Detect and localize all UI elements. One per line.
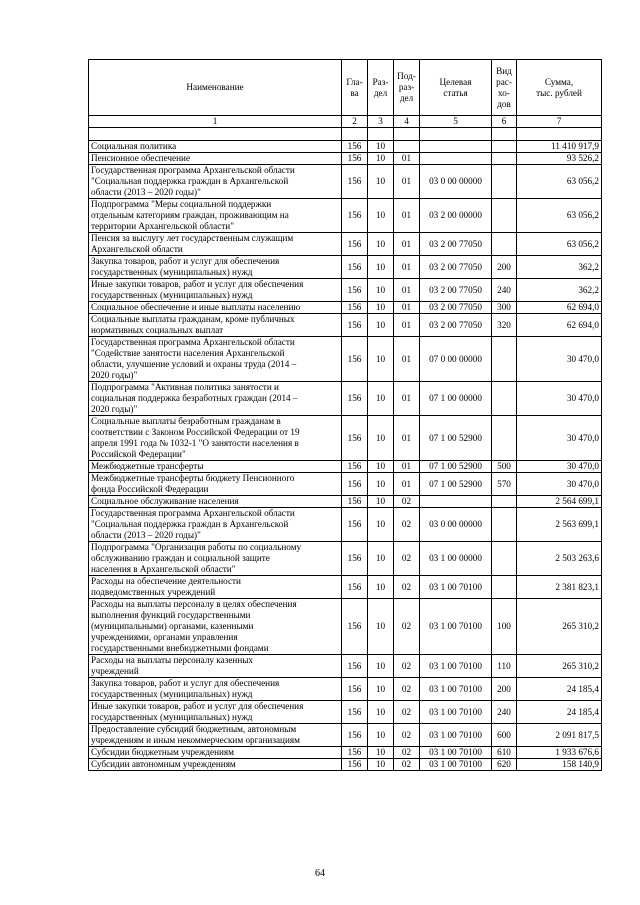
cell-amount: 2 503 263,6 (517, 542, 602, 576)
cell-subsection: 02 (394, 655, 420, 678)
cell-chapter: 156 (342, 165, 368, 199)
cell-name: Социальное обслуживание населения (89, 496, 342, 508)
cell-amount: 24 185,4 (517, 678, 602, 701)
header-expense-type: Вид рас- хо- дов (492, 60, 517, 116)
cell-name: Иные закупки товаров, работ и услуг для обеспечения государственных (муниципальных) нужд (89, 701, 342, 724)
header-chapter: Гла- ва (342, 60, 368, 116)
cell-name: Пенсионное обеспечение (89, 153, 342, 165)
table-row (89, 655, 602, 678)
cell-target-article: 03 1 00 70100 (420, 678, 492, 701)
cell-section: 10 (368, 233, 394, 256)
cell-target-article: 03 1 00 70100 (420, 724, 492, 747)
cell-target-article: 03 1 00 00000 (420, 542, 492, 576)
cell-expense-type (492, 542, 517, 576)
cell-subsection: 01 (394, 302, 420, 314)
cell-subsection: 02 (394, 508, 420, 542)
cell-chapter: 156 (342, 759, 368, 771)
cell-name: Пенсия за выслугу лет государственным служащим Архангельской области (89, 233, 342, 256)
cell-target-article: 07 1 00 00000 (420, 382, 492, 416)
cell-chapter: 156 (342, 279, 368, 302)
cell-section: 10 (368, 165, 394, 199)
cell-expense-type (492, 508, 517, 542)
cell-name: Межбюджетные трансферты бюджету Пенсионного фонда Российской Федерации (89, 473, 342, 496)
cell-name: Подпрограмма "Активная политика занятости и социальная поддержка безработных граждан (2014 – 2020 годы)" (89, 382, 342, 416)
cell-subsection: 01 (394, 314, 420, 337)
cell-chapter: 156 (342, 141, 368, 153)
cell-subsection: 01 (394, 256, 420, 279)
cell-section: 10 (368, 701, 394, 724)
table-row (89, 461, 602, 473)
cell-target-article: 03 1 00 70100 (420, 576, 492, 599)
cell-chapter: 156 (342, 233, 368, 256)
cell-name: Расходы на выплаты персоналу в целях обеспечения выполнения функций государственными (муниципальными) органами, казенными учреждениями, органами управления государственными внебюджетными фондами (89, 599, 342, 655)
table-row (89, 279, 602, 302)
cell-expense-type: 240 (492, 701, 517, 724)
cell-section: 10 (368, 542, 394, 576)
table-row (89, 382, 602, 416)
cell-section: 10 (368, 337, 394, 382)
cell-amount: 11 410 917,9 (517, 141, 602, 153)
cell-expense-type: 110 (492, 655, 517, 678)
cell-amount: 63 056,2 (517, 199, 602, 233)
cell-amount: 30 470,0 (517, 416, 602, 461)
cell-expense-type (492, 153, 517, 165)
cell-section: 10 (368, 199, 394, 233)
cell-name: Расходы на обеспечение деятельности подведомственных учреждений (89, 576, 342, 599)
cell-name: Социальные выплаты безработным гражданам в соответствии с Законом Российской Федерации от 19 апреля 1991 года № 1032-1 "О занятости населения в Российской Федерации" (89, 416, 342, 461)
cell-amount: 362,2 (517, 279, 602, 302)
header-target-article: Целевая статья (420, 60, 492, 116)
cell-expense-type (492, 416, 517, 461)
cell-expense-type: 570 (492, 473, 517, 496)
cell-expense-type (492, 337, 517, 382)
cell-subsection: 01 (394, 153, 420, 165)
cell-target-article: 03 0 00 00000 (420, 508, 492, 542)
cell-name: Государственная программа Архангельской области "Социальная поддержка граждан в Архангельской области (2013 – 2020 годы)" (89, 508, 342, 542)
cell-chapter: 156 (342, 678, 368, 701)
cell-name: Подпрограмма "Организация работы по социальному обслуживанию граждан и социальной защите населения в Архангельской области" (89, 542, 342, 576)
cell-chapter: 156 (342, 382, 368, 416)
column-number-row (89, 116, 602, 128)
cell-section: 10 (368, 416, 394, 461)
cell-amount: 63 056,2 (517, 233, 602, 256)
header-name: Наименование (89, 60, 342, 116)
cell-name: Предоставление субсидий бюджетным, автономным учреждениям и иным некоммерческим организациям (89, 724, 342, 747)
cell-amount: 30 470,0 (517, 473, 602, 496)
cell-chapter: 156 (342, 576, 368, 599)
cell-target-article: 03 1 00 70100 (420, 655, 492, 678)
cell-amount: 24 185,4 (517, 701, 602, 724)
cell-chapter: 156 (342, 599, 368, 655)
cell-chapter: 156 (342, 256, 368, 279)
table-row (89, 314, 602, 337)
cell-subsection: 02 (394, 701, 420, 724)
cell-target-article: 03 1 00 70100 (420, 759, 492, 771)
blank-row (89, 128, 602, 141)
column-number: 6 (492, 116, 517, 128)
cell-chapter: 156 (342, 337, 368, 382)
table-row (89, 678, 602, 701)
cell-subsection: 02 (394, 678, 420, 701)
header-subsection: Под- раз- дел (394, 60, 420, 116)
budget-table (88, 59, 602, 771)
table-row (89, 416, 602, 461)
cell-subsection: 02 (394, 576, 420, 599)
cell-target-article: 03 1 00 70100 (420, 747, 492, 759)
cell-name: Социальные выплаты гражданам, кроме публичных нормативных социальных выплат (89, 314, 342, 337)
cell-subsection: 01 (394, 337, 420, 382)
cell-amount: 265 310,2 (517, 599, 602, 655)
column-number: 2 (342, 116, 368, 128)
cell-target-article (420, 153, 492, 165)
cell-name: Подпрограмма "Меры социальной поддержки отдельным категориям граждан, проживающим на территории Архангельской области" (89, 199, 342, 233)
cell-subsection: 01 (394, 233, 420, 256)
table-row (89, 153, 602, 165)
cell-name: Субсидии автономным учреждениям (89, 759, 342, 771)
column-number: 1 (89, 116, 342, 128)
cell-target-article: 03 2 00 77050 (420, 314, 492, 337)
cell-chapter: 156 (342, 473, 368, 496)
cell-amount: 62 694,0 (517, 302, 602, 314)
cell-name: Государственная программа Архангельской области "Социальная поддержка граждан в Архангельской области (2013 – 2020 годы)" (89, 165, 342, 199)
cell-subsection (394, 141, 420, 153)
cell-amount: 2 381 823,1 (517, 576, 602, 599)
cell-expense-type (492, 233, 517, 256)
cell-amount: 30 470,0 (517, 382, 602, 416)
cell-target-article: 07 1 00 52900 (420, 416, 492, 461)
cell-section: 10 (368, 279, 394, 302)
header-section: Раз- дел (368, 60, 394, 116)
cell-amount: 362,2 (517, 256, 602, 279)
cell-expense-type (492, 141, 517, 153)
cell-chapter: 156 (342, 508, 368, 542)
cell-expense-type (492, 576, 517, 599)
cell-target-article (420, 496, 492, 508)
cell-subsection: 02 (394, 542, 420, 576)
cell-subsection: 01 (394, 279, 420, 302)
cell-subsection: 01 (394, 461, 420, 473)
table-row (89, 302, 602, 314)
cell-section: 10 (368, 599, 394, 655)
cell-chapter: 156 (342, 461, 368, 473)
cell-target-article: 03 2 00 77050 (420, 279, 492, 302)
cell-target-article: 07 0 00 00000 (420, 337, 492, 382)
cell-section: 10 (368, 302, 394, 314)
cell-name: Социальное обеспечение и иные выплаты населению (89, 302, 342, 314)
cell-section: 10 (368, 747, 394, 759)
cell-name: Межбюджетные трансферты (89, 461, 342, 473)
table-row (89, 542, 602, 576)
cell-subsection: 02 (394, 747, 420, 759)
cell-chapter: 156 (342, 416, 368, 461)
cell-target-article (420, 141, 492, 153)
table-row (89, 747, 602, 759)
header-amount: Сумма, тыс. рублей (517, 60, 602, 116)
cell-amount: 2 563 699,1 (517, 508, 602, 542)
cell-target-article: 03 2 00 00000 (420, 199, 492, 233)
cell-chapter: 156 (342, 701, 368, 724)
cell-section: 10 (368, 724, 394, 747)
cell-expense-type: 200 (492, 678, 517, 701)
cell-subsection: 02 (394, 496, 420, 508)
cell-section: 10 (368, 759, 394, 771)
cell-chapter: 156 (342, 314, 368, 337)
cell-expense-type (492, 199, 517, 233)
cell-expense-type: 600 (492, 724, 517, 747)
cell-chapter: 156 (342, 496, 368, 508)
table-row (89, 724, 602, 747)
cell-expense-type: 620 (492, 759, 517, 771)
table-row (89, 233, 602, 256)
cell-expense-type: 240 (492, 279, 517, 302)
cell-section: 10 (368, 496, 394, 508)
cell-subsection: 02 (394, 724, 420, 747)
cell-expense-type (492, 496, 517, 508)
table-row (89, 199, 602, 233)
cell-target-article: 03 0 00 00000 (420, 165, 492, 199)
cell-chapter: 156 (342, 724, 368, 747)
cell-section: 10 (368, 141, 394, 153)
cell-expense-type: 200 (492, 256, 517, 279)
table-row (89, 473, 602, 496)
cell-target-article: 03 1 00 70100 (420, 599, 492, 655)
header-row (89, 60, 602, 116)
cell-section: 10 (368, 314, 394, 337)
table-row (89, 576, 602, 599)
cell-section: 10 (368, 256, 394, 279)
table-row (89, 496, 602, 508)
cell-target-article: 03 1 00 70100 (420, 701, 492, 724)
column-number: 7 (517, 116, 602, 128)
column-number: 3 (368, 116, 394, 128)
cell-amount: 30 470,0 (517, 337, 602, 382)
cell-name: Иные закупки товаров, работ и услуг для обеспечения государственных (муниципальных) нужд (89, 279, 342, 302)
cell-chapter: 156 (342, 542, 368, 576)
table-row (89, 337, 602, 382)
cell-amount: 93 526,2 (517, 153, 602, 165)
cell-section: 10 (368, 655, 394, 678)
cell-target-article: 03 2 00 77050 (420, 256, 492, 279)
cell-expense-type: 300 (492, 302, 517, 314)
cell-subsection: 02 (394, 599, 420, 655)
cell-target-article: 07 1 00 52900 (420, 473, 492, 496)
table-row (89, 141, 602, 153)
cell-expense-type: 100 (492, 599, 517, 655)
cell-chapter: 156 (342, 153, 368, 165)
table-row (89, 599, 602, 655)
cell-name: Закупка товаров, работ и услуг для обеспечения государственных (муниципальных) нужд (89, 678, 342, 701)
cell-amount: 265 310,2 (517, 655, 602, 678)
cell-section: 10 (368, 508, 394, 542)
cell-amount: 63 056,2 (517, 165, 602, 199)
cell-amount: 2 564 699,1 (517, 496, 602, 508)
cell-target-article: 03 2 00 77050 (420, 233, 492, 256)
cell-section: 10 (368, 382, 394, 416)
cell-name: Социальная политика (89, 141, 342, 153)
cell-target-article: 07 1 00 52900 (420, 461, 492, 473)
cell-subsection: 01 (394, 382, 420, 416)
cell-section: 10 (368, 153, 394, 165)
cell-amount: 158 140,9 (517, 759, 602, 771)
cell-amount: 1 933 676,6 (517, 747, 602, 759)
cell-chapter: 156 (342, 747, 368, 759)
cell-section: 10 (368, 576, 394, 599)
table-row (89, 165, 602, 199)
cell-amount: 62 694,0 (517, 314, 602, 337)
cell-chapter: 156 (342, 199, 368, 233)
table-body (89, 128, 602, 771)
cell-section: 10 (368, 461, 394, 473)
cell-expense-type: 320 (492, 314, 517, 337)
cell-subsection: 01 (394, 473, 420, 496)
cell-name: Закупка товаров, работ и услуг для обеспечения государственных (муниципальных) нужд (89, 256, 342, 279)
cell-target-article: 03 2 00 77050 (420, 302, 492, 314)
cell-chapter: 156 (342, 655, 368, 678)
cell-section: 10 (368, 473, 394, 496)
cell-expense-type: 500 (492, 461, 517, 473)
cell-subsection: 01 (394, 165, 420, 199)
cell-amount: 30 470,0 (517, 461, 602, 473)
cell-subsection: 02 (394, 759, 420, 771)
table-row (89, 759, 602, 771)
table-row (89, 508, 602, 542)
page-number: 64 (315, 868, 325, 879)
column-number: 5 (420, 116, 492, 128)
cell-chapter: 156 (342, 302, 368, 314)
cell-expense-type: 610 (492, 747, 517, 759)
cell-name: Государственная программа Архангельской области "Содействие занятости населения Архангельской области, улучшение условий и охраны труда (2014 – 2020 годы)" (89, 337, 342, 382)
cell-name: Субсидии бюджетным учреждениям (89, 747, 342, 759)
column-number: 4 (394, 116, 420, 128)
table-row (89, 701, 602, 724)
cell-expense-type (492, 382, 517, 416)
cell-amount: 2 091 817,5 (517, 724, 602, 747)
cell-name: Расходы на выплаты персоналу казенных учреждений (89, 655, 342, 678)
cell-subsection: 01 (394, 416, 420, 461)
cell-expense-type (492, 165, 517, 199)
table-row (89, 256, 602, 279)
cell-subsection: 01 (394, 199, 420, 233)
cell-section: 10 (368, 678, 394, 701)
